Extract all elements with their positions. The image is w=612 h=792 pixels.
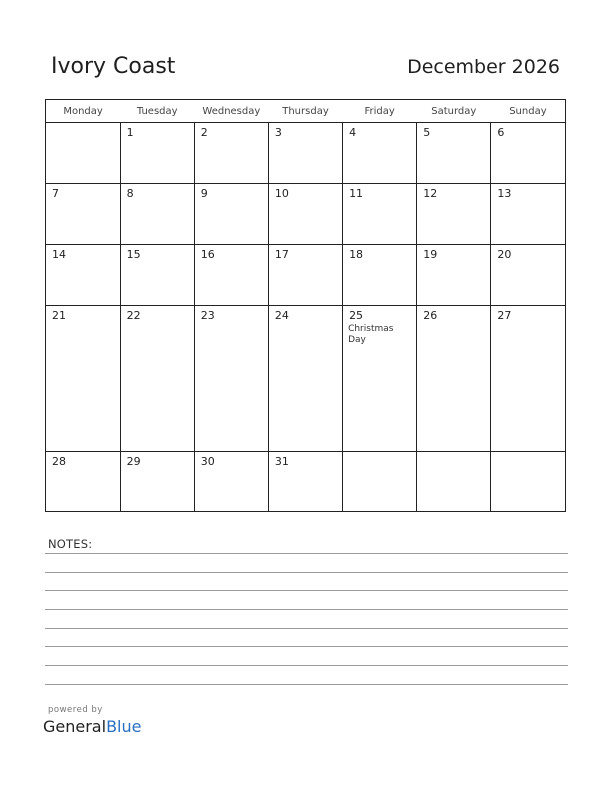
week-row xyxy=(46,244,565,305)
day-number: 1 xyxy=(126,126,134,139)
day-number: 7 xyxy=(52,186,59,200)
notes-line xyxy=(45,665,568,666)
day-cell xyxy=(491,452,565,511)
day-cell xyxy=(194,305,268,452)
day-cell xyxy=(491,123,565,184)
weekday-header: Thursday xyxy=(268,100,342,123)
day-cell xyxy=(46,305,120,452)
day-cell xyxy=(343,305,417,452)
day-number: 12 xyxy=(423,186,438,200)
day-cell xyxy=(343,452,417,511)
day-number: 11 xyxy=(349,186,364,200)
day-cell xyxy=(46,244,120,305)
day-cell xyxy=(417,305,491,452)
holiday-label: Christmas Day xyxy=(348,323,394,345)
day-number: 9 xyxy=(200,186,208,200)
day-number: 5 xyxy=(423,126,431,139)
day-number: 24 xyxy=(274,308,289,322)
day-cell xyxy=(194,244,268,305)
weekday-header: Monday xyxy=(46,100,120,123)
day-cell xyxy=(194,123,268,184)
day-number: 31 xyxy=(274,455,289,469)
powered-by-text: powered by xyxy=(48,705,103,715)
day-cell xyxy=(120,452,194,511)
day-cell xyxy=(491,183,565,244)
day-cell xyxy=(268,452,342,511)
week-row xyxy=(46,123,565,184)
notes-line xyxy=(45,628,568,629)
calendar-grid xyxy=(45,99,566,512)
day-number xyxy=(417,452,490,455)
notes-label: NOTES: xyxy=(48,537,93,551)
day-number: 2 xyxy=(200,126,208,139)
day-cell xyxy=(417,183,491,244)
day-number: 30 xyxy=(200,455,215,469)
day-number: 15 xyxy=(126,247,141,261)
weekday-header-row xyxy=(46,100,565,123)
day-number: 13 xyxy=(497,186,512,200)
day-cell xyxy=(46,452,120,511)
week-row xyxy=(46,452,565,511)
day-cell xyxy=(343,244,417,305)
day-number: 16 xyxy=(200,247,215,261)
weekday-header: Friday xyxy=(343,100,417,123)
notes-line xyxy=(45,572,568,573)
day-cell xyxy=(46,123,120,184)
notes-line xyxy=(45,646,568,647)
day-number: 21 xyxy=(52,308,66,322)
day-cell xyxy=(268,244,342,305)
day-number: 29 xyxy=(126,455,141,469)
day-cell xyxy=(491,305,565,452)
day-number: 3 xyxy=(274,126,282,139)
day-number: 28 xyxy=(52,455,66,469)
day-cell xyxy=(268,183,342,244)
day-cell xyxy=(491,244,565,305)
country-title: Ivory Coast xyxy=(51,54,176,79)
day-cell xyxy=(268,305,342,452)
day-cell xyxy=(46,183,120,244)
day-number: 22 xyxy=(126,308,141,322)
day-cell xyxy=(120,183,194,244)
day-number xyxy=(491,452,565,455)
day-number: 20 xyxy=(497,247,512,261)
day-cell xyxy=(343,123,417,184)
day-number: 14 xyxy=(52,247,66,261)
notes-line xyxy=(45,609,568,610)
week-row xyxy=(46,305,565,452)
weekday-header: Tuesday xyxy=(120,100,194,123)
logo-text-blue: Blue xyxy=(106,717,142,736)
day-number: 8 xyxy=(126,186,134,200)
notes-line xyxy=(45,684,568,685)
day-cell xyxy=(194,183,268,244)
day-number xyxy=(343,452,416,455)
notes-line xyxy=(45,590,568,591)
day-number: 23 xyxy=(200,308,215,322)
day-number: 10 xyxy=(274,186,289,200)
week-row xyxy=(46,183,565,244)
day-number: 26 xyxy=(423,308,438,322)
day-cell xyxy=(120,244,194,305)
day-number: 4 xyxy=(349,126,357,139)
month-title: December 2026 xyxy=(407,56,560,78)
day-number: 19 xyxy=(423,247,438,261)
day-number: 17 xyxy=(274,247,289,261)
day-cell xyxy=(417,123,491,184)
day-number xyxy=(46,123,120,126)
weekday-header: Saturday xyxy=(417,100,491,123)
notes-line xyxy=(45,553,568,554)
day-cell xyxy=(120,123,194,184)
day-cell xyxy=(120,305,194,452)
day-cell xyxy=(194,452,268,511)
weekday-header: Wednesday xyxy=(194,100,268,123)
day-cell xyxy=(343,183,417,244)
day-cell xyxy=(417,452,491,511)
generalblue-logo xyxy=(43,717,141,736)
day-cell xyxy=(268,123,342,184)
weekday-header: Sunday xyxy=(491,100,565,123)
day-number: 6 xyxy=(497,126,505,139)
day-number: 18 xyxy=(349,247,364,261)
day-number: 27 xyxy=(497,308,512,322)
day-cell xyxy=(417,244,491,305)
day-number: 25 xyxy=(349,308,364,322)
logo-text-general: General xyxy=(43,717,107,736)
